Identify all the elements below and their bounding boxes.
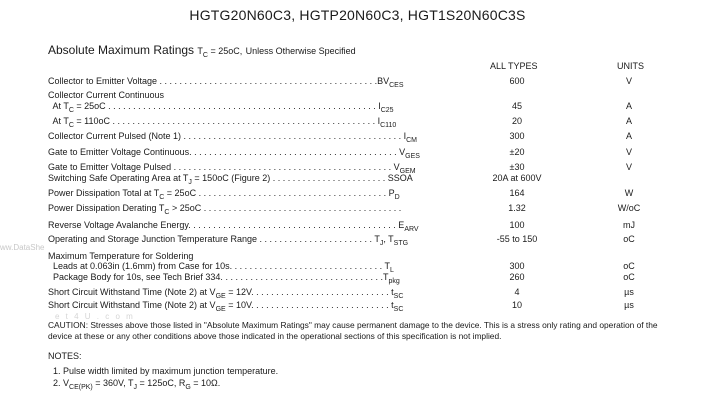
- table-row: Collector to Emitter Voltage . . . . . . . . . . . . . . . . . . . . . . . . . . . . . . . . . . . . . . . . . . . $.BV_{CES}$: [48, 76, 404, 89]
- table-row: Reverse Voltage Avalanche Energy. . . . . . . . . . . . . . . . . . . . . . . . . . . . . . . . . . . . . . . . . . $E_{ARV}$: [48, 220, 419, 233]
- rating-unit: W: [624, 188, 634, 198]
- rating-value: 260: [509, 272, 525, 282]
- table-row: At $T_C = 110oC$ . . . . . . . . . . . . . . . . . . . . . . . . . . . . . . . . . . . . . . . . . . . . . . . . . . . . . $I_{C110}$: [48, 116, 397, 129]
- rating-value: 10: [511, 300, 522, 310]
- document-header: HGTG20N60C3, HGTP20N60C3, HGT1S20N60C3S: [189, 7, 526, 23]
- watermark: ww.DataShe: [0, 243, 45, 252]
- rating-value: 20: [511, 116, 522, 126]
- table-row: Operating and Storage Junction Temperature Range . . . . . . . . . . . . . . . . . . . . . . . $T_J$, $T_{STG}$: [48, 234, 409, 247]
- rating-value: 100: [509, 220, 525, 230]
- notes-title: NOTES:: [48, 351, 82, 361]
- table-row: Short Circuit Withstand Time (Note 2) at $V_{GE} = 10V$. . . . . . . . . . . . . . . . . . . . . . . . . . . . $t_{SC}$: [48, 300, 404, 313]
- rating-unit: V: [625, 147, 632, 157]
- caution-text: CAUTION: Stresses above those listed in "Absolute Maximum Ratings" may cause permanent damage to the device. This is a stress only rating and operation of the device at these or any other conditions above those indicated in the operational sections of this specification is not implied.: [48, 320, 658, 341]
- rating-value: 300: [509, 131, 525, 141]
- table-row: Gate to Emitter Voltage Pulsed . . . . . . . . . . . . . . . . . . . . . . . . . . . . . . . . . . . . . . . . . . . . $V_{GEM}$: [48, 162, 416, 175]
- table-row: Short Circuit Withstand Time (Note 2) at $V_{GE} = 12V$. . . . . . . . . . . . . . . . . . . . . . . . . . . . $t_{SC}$: [48, 287, 404, 300]
- table-row: Leads at 0.063in (1.6mm) from Case for 10s. . . . . . . . . . . . . . . . . . . . . . . . . . . . . . . $T_L$: [48, 261, 394, 274]
- table-row: Collector Current Pulsed (Note 1) . . . . . . . . . . . . . . . . . . . . . . . . . . . . . . . . . . . . . . . . . . . . $I_{CM}$: [48, 131, 417, 144]
- rating-value: -55 to 150: [496, 234, 538, 244]
- rating-value: ±20: [509, 147, 525, 157]
- rating-value: 600: [509, 76, 525, 86]
- rating-value: 20A at 600V: [492, 173, 542, 183]
- rating-unit: A: [625, 101, 632, 111]
- rating-value: 4: [514, 287, 520, 297]
- rating-unit: oC: [623, 261, 635, 271]
- watermark: e t 4 U . c o m: [55, 312, 135, 321]
- table-row: At $T_C = 25oC$ . . . . . . . . . . . . . . . . . . . . . . . . . . . . . . . . . . . . . . . . . . . . . . . . . . . . . . $I_{C25}$: [48, 101, 394, 114]
- rating-unit: A: [625, 116, 632, 126]
- rating-unit: V: [625, 162, 632, 172]
- column-header-units: UNITS: [617, 61, 644, 71]
- note-1: 1. Pulse width limited by maximum junction temperature.: [53, 366, 279, 376]
- rating-unit: oC: [623, 272, 635, 282]
- rating-value: ±30: [509, 162, 525, 172]
- column-header-all-types: ALL TYPES: [490, 61, 538, 71]
- rating-unit: mJ: [623, 220, 635, 230]
- rating-value: 45: [511, 101, 522, 111]
- section-title: Absolute Maximum Ratings $T_C = 25oC$, Unless Otherwise Specified: [48, 43, 356, 59]
- table-row: Power Dissipation Derating $T_C > 25oC$ . . . . . . . . . . . . . . . . . . . . . . . . . . . . . . . . . . . . . . . .: [48, 203, 402, 216]
- rating-value: 300: [509, 261, 525, 271]
- rating-value: 1.32: [508, 203, 526, 213]
- table-row: Package Body for 10s, see Tech Brief 334. . . . . . . . . . . . . . . . . . . . . . . . . . . . . . . . $.T_{pkg}$: [48, 272, 400, 285]
- table-row: Switching Safe Operating Area at $T_J = 150oC$ (Figure 2) . . . . . . . . . . . . . . . . . . . . . . . SSOA: [48, 173, 413, 186]
- rating-unit: A: [625, 131, 632, 141]
- rating-unit: V: [625, 76, 632, 86]
- table-row: Gate to Emitter Voltage Continuous. . . . . . . . . . . . . . . . . . . . . . . . . . . . . . . . . . . . . . . . . . $V_{GES}$: [48, 147, 420, 160]
- table-row: Collector Current Continuous: [48, 90, 165, 100]
- table-row: Maximum Temperature for Soldering: [48, 251, 194, 261]
- note-2: 2. $V_{CE(PK)} = 360V$, $T_J = 125oC$, $R_G = 10\Omega$.: [53, 378, 221, 391]
- table-row: Power Dissipation Total at $T_C = 25oC$ . . . . . . . . . . . . . . . . . . . . . . . . . . . . . . . . . . . . . . $P_D$: [48, 188, 400, 201]
- rating-unit: oC: [623, 234, 635, 244]
- rating-unit: µs: [624, 287, 634, 297]
- rating-unit: µs: [624, 300, 634, 310]
- rating-value: 164: [509, 188, 525, 198]
- rating-unit: W/oC: [617, 203, 641, 213]
